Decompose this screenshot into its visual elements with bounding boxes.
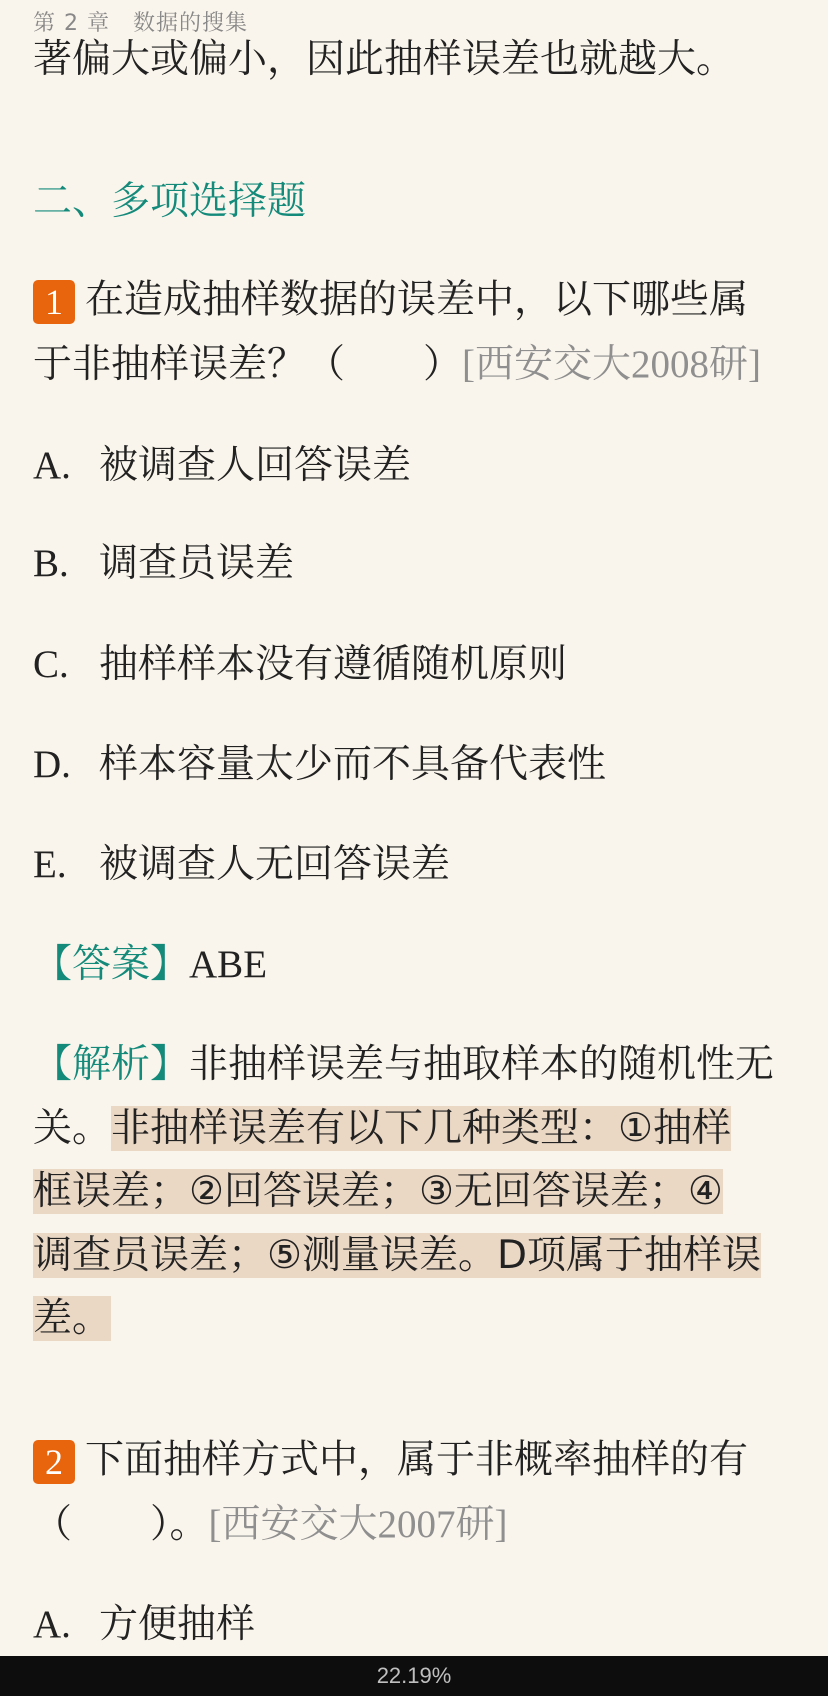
- analysis-highlight[interactable]: 调查员误差；⑤测量误差。D项属于抽样误: [33, 1233, 761, 1278]
- option-c: [33, 642, 568, 687]
- question-number-badge: 1: [33, 280, 75, 324]
- chapter-header: 第 2 章 数据的搜集: [33, 11, 248, 36]
- option-letter: E.: [33, 843, 67, 886]
- answer-value: ABE: [189, 943, 268, 986]
- analysis-label: 【解析】: [33, 1042, 190, 1087]
- analysis-line-5: [33, 1296, 112, 1341]
- analysis-text-1: 非抽样误差与抽取样本的随机性无: [189, 1042, 775, 1087]
- option-text: 调查员误差: [99, 541, 295, 586]
- question-1-text-1: 在造成抽样数据的误差中，以下哪些属: [85, 277, 749, 323]
- analysis-line-4: [33, 1233, 761, 1278]
- option-text: 样本容量太少而不具备代表性: [99, 742, 607, 787]
- answer-line: [33, 942, 268, 987]
- analysis-line-1: [33, 1042, 775, 1087]
- option-letter: A.: [33, 444, 71, 487]
- question-2-line-1: [33, 1437, 749, 1484]
- option-letter: B.: [33, 542, 69, 585]
- option-a: [33, 1602, 256, 1647]
- option-letter: A.: [33, 1603, 71, 1646]
- option-e: [33, 842, 451, 887]
- option-b: [33, 541, 295, 586]
- question-2-source: [西安交大2007研]: [208, 1503, 508, 1546]
- option-text: 抽样样本没有遵循随机原则: [99, 642, 568, 687]
- option-text: 被调查人无回答误差: [99, 842, 451, 887]
- question-number-badge: 2: [33, 1440, 75, 1484]
- option-text: 被调查人回答误差: [99, 443, 412, 488]
- option-letter: D.: [33, 743, 71, 786]
- carryover-text: 著偏大或偏小，因此抽样误差也就越大。: [33, 37, 736, 82]
- reading-progress-bar: [0, 1656, 828, 1696]
- option-letter: C.: [33, 643, 69, 686]
- analysis-text-2a: 关。: [33, 1106, 112, 1151]
- analysis-line-2: [33, 1106, 731, 1151]
- analysis-highlight[interactable]: 框误差；②回答误差；③无回答误差；④: [33, 1169, 723, 1214]
- analysis-line-3: [33, 1169, 723, 1214]
- question-1-line-1: [33, 277, 749, 324]
- analysis-highlight[interactable]: 非抽样误差有以下几种类型：①抽样: [111, 1106, 731, 1151]
- answer-label: 【答案】: [33, 942, 190, 987]
- question-2-text-1: 下面抽样方式中，属于非概率抽样的有: [85, 1437, 749, 1483]
- reading-progress-text: 22.19%: [376, 1663, 452, 1688]
- analysis-highlight[interactable]: 差。: [33, 1296, 112, 1341]
- question-1-source: [西安交大2008研]: [462, 343, 761, 386]
- question-1-text-2: 于非抽样误差？（ ）: [33, 342, 463, 387]
- option-a: [33, 443, 412, 488]
- question-1-line-2: [33, 342, 761, 387]
- section-title: 二、多项选择题: [33, 179, 307, 224]
- question-2-text-2: （ ）。: [33, 1502, 209, 1547]
- option-text: 方便抽样: [99, 1602, 256, 1647]
- question-2-line-2: [33, 1502, 508, 1547]
- option-d: [33, 742, 607, 787]
